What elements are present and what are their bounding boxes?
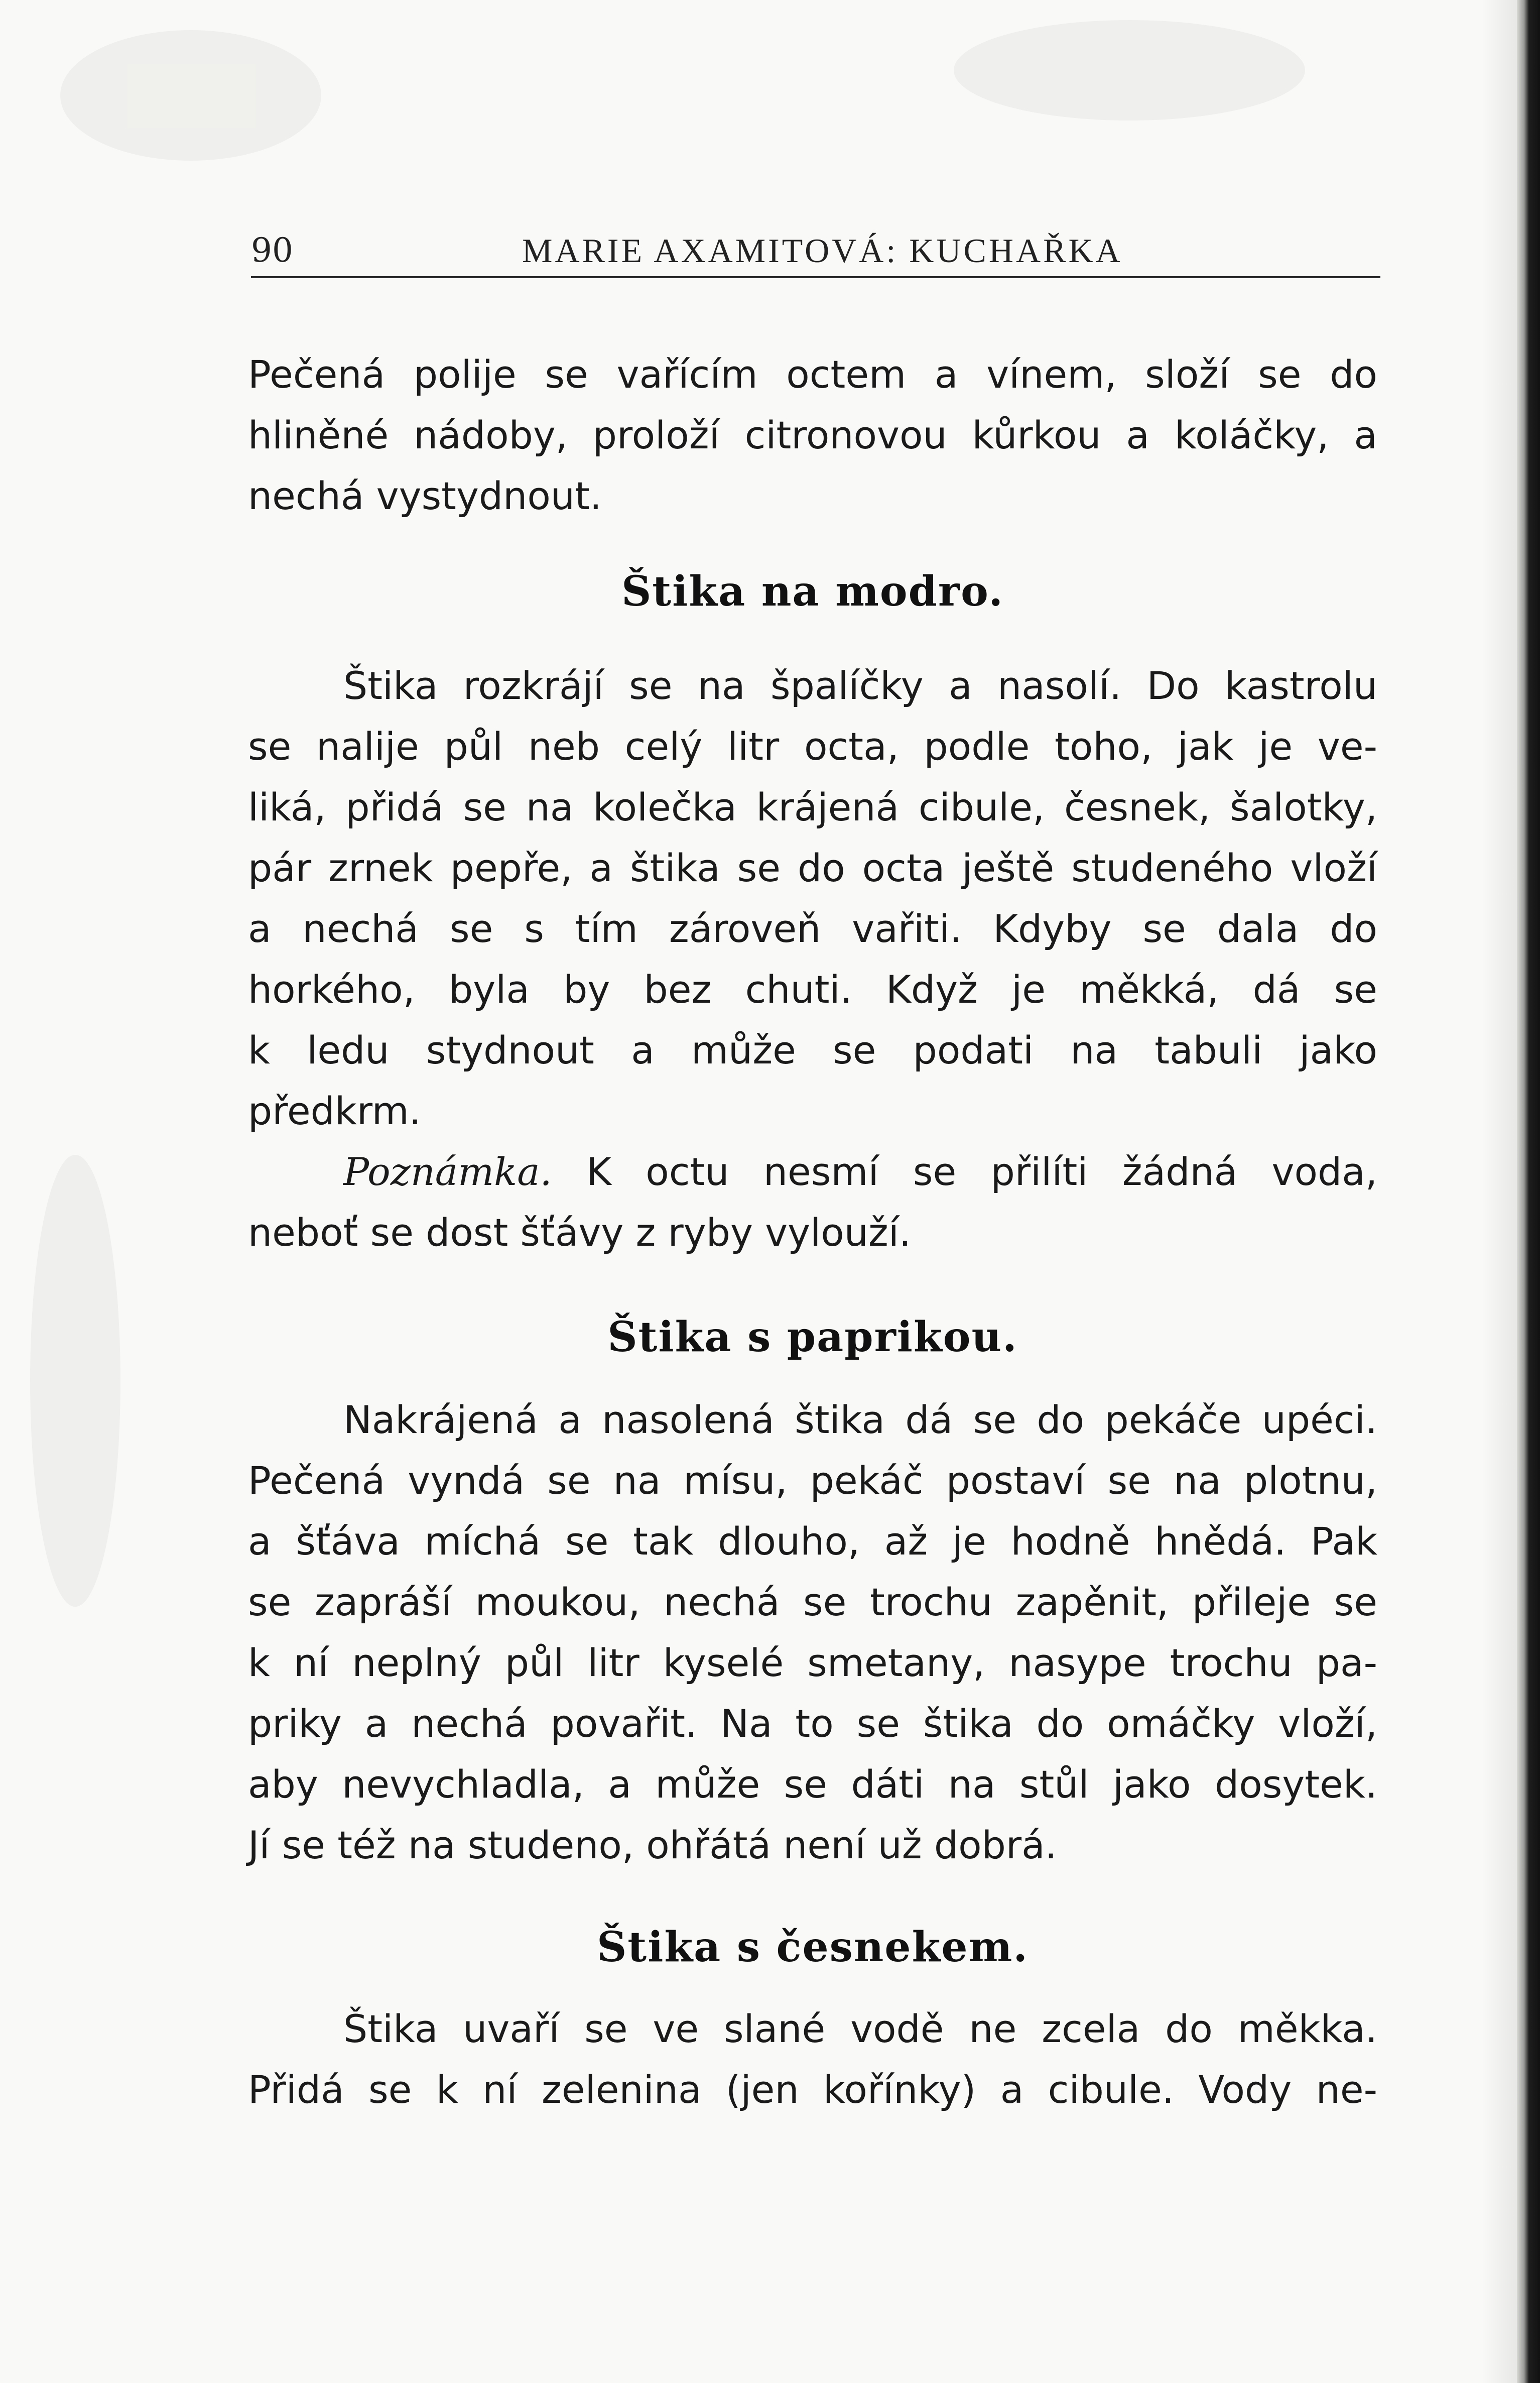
section-paragraph (248, 655, 1377, 1141)
page-number: 90 (251, 231, 293, 270)
text-line: neboť se dost šťávy z ryby vylouží. (248, 1210, 912, 1255)
text-line: horkého, byla by bez chuti. Když je měkká, dá se (248, 967, 1377, 1012)
text-line: a šťáva míchá se tak dlouho, až je hodně hnědá. Pak (248, 1519, 1377, 1564)
paper-stain (954, 20, 1305, 121)
binding-shadow (1482, 0, 1517, 2383)
text-line: k ledu stydnout a může se podati na tabuli jako (248, 1028, 1377, 1073)
note-label: Poznámka. (343, 1149, 552, 1194)
running-title: MARIE AXAMITOVÁ: KUCHAŘKA (522, 231, 1123, 270)
book-binding-edge (1517, 0, 1540, 2383)
text-line: pár zrnek pepře, a štika se do octa ještě studeného vloží (248, 846, 1377, 890)
section-paragraph (248, 1998, 1377, 2120)
text-line: Pečená vyndá se na mísu, pekáč postaví se na plotnu, (248, 1458, 1377, 1503)
intro-paragraph (248, 344, 1377, 526)
text-line: liká, přidá se na kolečka krájená cibule, česnek, šalotky, (248, 785, 1377, 829)
text-line: se zapráší moukou, nechá se trochu zapěnit, přileje se (248, 1580, 1377, 1624)
text-line: priky a nechá povařit. Na to se štika do omáčky vloží, (248, 1701, 1377, 1746)
section-heading: Štika na modro. (621, 567, 1004, 616)
text-line: nechá vystydnout. (248, 473, 602, 518)
note-paragraph (248, 1141, 1377, 1263)
text-line: k ní neplný půl litr kyselé smetany, nasype trochu pa- (248, 1640, 1377, 1685)
running-header (251, 221, 1380, 278)
section-paragraph (248, 1389, 1377, 1875)
section-heading: Štika s paprikou. (607, 1313, 1018, 1361)
text-line: Pečená polije se vařícím octem a vínem, složí se do (248, 352, 1377, 397)
text-line: a nechá se s tím zároveň vařiti. Kdyby se dala do (248, 906, 1377, 951)
text-line: Štika uvaří se ve slané vodě ne zcela do měkka. (343, 2006, 1377, 2051)
text-line: předkrm. (248, 1089, 421, 1133)
paper-stain (60, 30, 321, 161)
text-line (248, 1141, 1377, 1202)
text-line: Přidá se k ní zelenina (jen kořínky) a cibule. Vody ne- (248, 2067, 1377, 2112)
text-line: Nakrájená a nasolená štika dá se do pekáče upéci. (343, 1397, 1377, 1442)
note-text: K octu nesmí se přilíti žádná voda, (586, 1149, 1377, 1194)
text-line: Štika rozkrájí se na špalíčky a nasolí. Do kastrolu (343, 663, 1377, 708)
text-line: Jí se též na studeno, ohřátá není už dobrá. (248, 1823, 1057, 1867)
paper-stain (30, 1155, 120, 1607)
section-heading: Štika s česnekem. (597, 1923, 1029, 1971)
text-line: hliněné nádoby, proloží citronovou kůrkou a koláčky, a (248, 413, 1377, 457)
text-line: aby nevychladla, a může se dáti na stůl jako dosytek. (248, 1762, 1377, 1807)
text-line: se nalije půl neb celý litr octa, podle toho, jak je ve- (248, 724, 1377, 769)
